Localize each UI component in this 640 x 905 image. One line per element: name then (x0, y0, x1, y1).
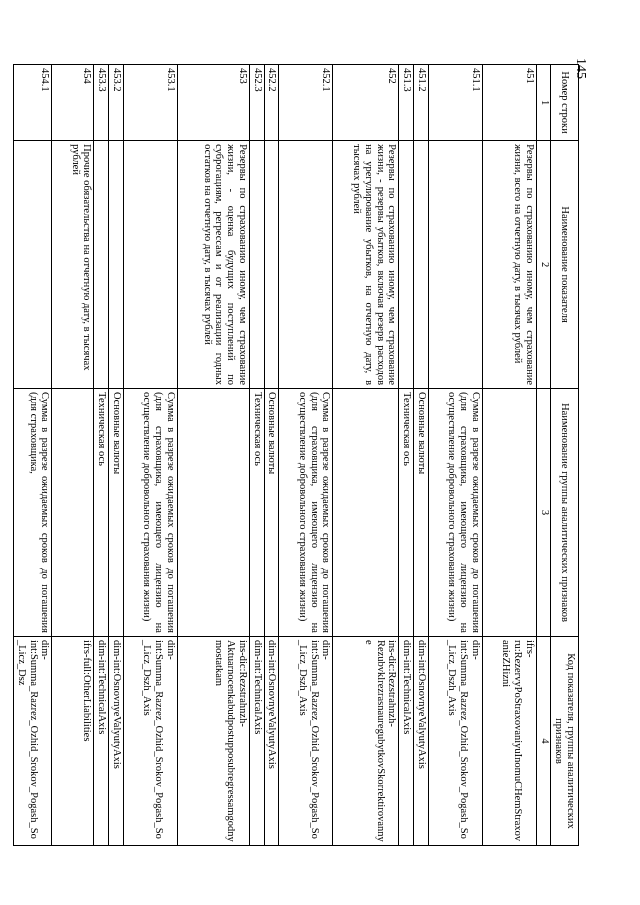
group-name (483, 389, 537, 637)
table-row (399, 65, 414, 846)
row-number: 452 (333, 65, 399, 141)
group-name (333, 389, 399, 637)
indicator-code: dim-int:Summa_Razrez_Ozhid_Srokov_Pogash_So_Licz_Dszh_Axis (124, 636, 178, 845)
row-number: 451.2 (414, 65, 429, 141)
indicator-code: ifrs-full:OtherLiabilities (52, 636, 94, 845)
group-name: Сумма в разрезе ожидаемых сроков до погашения (для страховщика, имеющего лицензию на осуществление добровольного страхования жизни) (429, 389, 483, 637)
indicator-code: dim-int:OsnovnyeValyutyAxis (414, 636, 429, 845)
group-name: Техническая ось (399, 389, 414, 637)
indicator-name (94, 141, 109, 389)
table-row (14, 65, 52, 846)
table-row (250, 65, 265, 846)
indicator-code: ifrs-ru:RezervyPoStraxovaniyuInomuCHemStraxovanieZHizni (483, 636, 537, 845)
group-name: Сумма в разрезе ожидаемых сроков до погашения (для страховщика, имеющего лицензию на осуществление добровольного страхования жизни) (279, 389, 333, 637)
header-row (551, 65, 579, 846)
indicator-name: Резервы по страхованию иному, чем страхование жизни, всего на отчетную дату, в тысячах рублей (483, 141, 537, 389)
indicator-name (14, 141, 52, 389)
table-row (279, 65, 333, 846)
table-row (483, 65, 537, 846)
table-row (178, 65, 250, 846)
group-name: Техническая ось (94, 389, 109, 637)
row-number: 451.1 (429, 65, 483, 141)
indicator-name: Резервы по страхованию иному, чем страхование жизни, - резервы убытков, включая резерв расходов на урегулирование убытков, на отчетную дату, в тысячах рублей (333, 141, 399, 389)
table-row (94, 65, 109, 846)
row-number: 453.2 (109, 65, 124, 141)
indicator-name (124, 141, 178, 389)
table-row (414, 65, 429, 846)
table-row (333, 65, 399, 846)
indicator-name (109, 141, 124, 389)
row-number: 453.1 (124, 65, 178, 141)
group-name: Основные валюты (109, 389, 124, 637)
table-row (109, 65, 124, 846)
indicator-name (279, 141, 333, 389)
row-number: 451 (483, 65, 537, 141)
indicator-code: ins-dic:Rezstrahnzh-RezubvklrezrasnauregubytkovSkorrektirovannye (333, 636, 399, 845)
header-group-name: Наименование группы аналитических признаков (551, 389, 579, 637)
row-number: 451.3 (399, 65, 414, 141)
group-name: Сумма в разрезе ожидаемых сроков до погашения (для страховщика, (14, 389, 52, 637)
indicator-code: dim-int:TechnicalAxis (250, 636, 265, 845)
header-row-number: Номер строки (551, 65, 579, 141)
row-number: 454.1 (14, 65, 52, 141)
indicator-code: dim-int:Summa_Razrez_Ozhid_Srokov_Pogash_So_Licz_Dszh_Axis (429, 636, 483, 845)
indicator-name: Прочие обязательства на отчетную дату, в тысячах рублей (52, 141, 94, 389)
indicator-code: dim-int:OsnovnyeValyutyAxis (109, 636, 124, 845)
group-name (52, 389, 94, 637)
column-number: 3 (537, 389, 551, 637)
indicator-code: dim-int:TechnicalAxis (399, 636, 414, 845)
table-row (52, 65, 94, 846)
row-number: 453 (178, 65, 250, 141)
table-row (124, 65, 178, 846)
indicator-code: ins-dic:Rezstrahnzh-Aktuarnocenkabudpostupposubregressamgodnymostatkam (178, 636, 250, 845)
indicator-name (264, 141, 279, 389)
column-number: 2 (537, 141, 551, 389)
column-number: 1 (537, 65, 551, 141)
group-name: Техническая ось (250, 389, 265, 637)
indicator-name (429, 141, 483, 389)
indicator-code: dim-int:Summa_Razrez_Ozhid_Srokov_Pogash_So_Licz_Dsz (14, 636, 52, 845)
group-name: Сумма в разрезе ожидаемых сроков до погашения (для страховщика, имеющего лицензию на осуществление добровольного страхования жизни) (124, 389, 178, 637)
row-number: 452.1 (279, 65, 333, 141)
indicator-name (250, 141, 265, 389)
row-number: 454 (52, 65, 94, 141)
group-name (178, 389, 250, 637)
indicator-name (399, 141, 414, 389)
indicator-code: dim-int:Summa_Razrez_Ozhid_Srokov_Pogash_So_Licz_Dszh_Axis (279, 636, 333, 845)
column-number-row (537, 65, 551, 846)
indicator-code: dim-int:OsnovnyeValyutyAxis (264, 636, 279, 845)
header-indicator-name: Наименование показателя (551, 141, 579, 389)
header-code: Код показателя, группы аналитических признаков (551, 636, 579, 845)
page-number: 145 (573, 58, 588, 79)
group-name: Основные валюты (414, 389, 429, 637)
row-number: 453.3 (94, 65, 109, 141)
table-row (264, 65, 279, 846)
row-number: 452.3 (250, 65, 265, 141)
indicator-name: Резервы по страхованию иному, чем страхование жизни, - оценка будущих поступлений по суброгациям, регрессам и от реализации годных остатков на отчетную дату, в тысячах рублей (178, 141, 250, 389)
indicator-code: dim-int:TechnicalAxis (94, 636, 109, 845)
rotated-page-content (16, 64, 579, 846)
group-name: Основные валюты (264, 389, 279, 637)
indicator-name (414, 141, 429, 389)
row-number: 452.2 (264, 65, 279, 141)
column-number: 4 (537, 636, 551, 845)
indicators-table (13, 64, 579, 846)
table-row (429, 65, 483, 846)
